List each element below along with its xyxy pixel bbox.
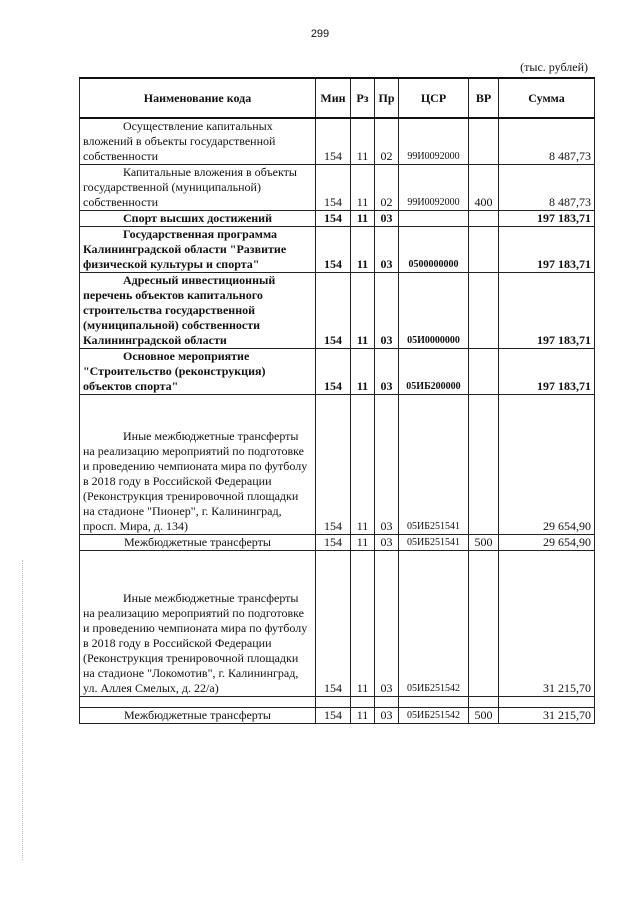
row-min: 154	[316, 211, 351, 227]
header-min: Мин	[316, 78, 351, 118]
row-pr: 03	[375, 535, 399, 551]
row-csr: 99И0092000	[399, 165, 469, 211]
row-name: Иные межбюджетные трансферты на реализацию мероприятий по подготовке и проведению чемпионата мира по футболу в 2018 году в Российской Федерации (Реконструкция тренировочной площадки на стадионе "Локомотив", г. Калининград, ул. Аллея Смелых, д. 22/а)	[80, 551, 316, 697]
row-vr	[469, 118, 499, 165]
table-row	[80, 273, 595, 349]
row-name: Иные межбюджетные трансферты на реализацию мероприятий по подготовке и проведению чемпионата мира по футболу в 2018 году в Российской Федерации (Реконструкция тренировочной площадки на стадионе "Пионер", г. Калининград, просп. Мира, д. 134)	[80, 395, 316, 535]
header-name: Наименование кода	[80, 78, 316, 118]
row-vr	[469, 273, 499, 349]
row-vr	[469, 349, 499, 395]
table-row	[80, 551, 595, 697]
row-name: Адресный инвестиционный перечень объектов капитального строительства государственной (муниципальной) собственности Калининградской области	[80, 273, 316, 349]
row-pr: 03	[375, 227, 399, 273]
header-vr: ВР	[469, 78, 499, 118]
table-header-row	[80, 78, 595, 118]
row-rz: 11	[351, 273, 375, 349]
row-name: Межбюджетные трансферты	[80, 535, 316, 551]
row-min: 154	[316, 551, 351, 697]
row-pr: 03	[375, 395, 399, 535]
row-name: Государственная программа Калининградской области "Развитие физической культуры и спорта"	[80, 227, 316, 273]
row-csr: 0500000000	[399, 227, 469, 273]
row-rz: 11	[351, 227, 375, 273]
row-vr	[469, 227, 499, 273]
table-row	[80, 165, 595, 211]
row-min: 154	[316, 165, 351, 211]
row-name: Основное мероприятие "Строительство (реконструкция) объектов спорта"	[80, 349, 316, 395]
row-pr: 03	[375, 551, 399, 697]
row-vr	[469, 551, 499, 697]
table-row	[80, 395, 595, 535]
row-rz: 11	[351, 551, 375, 697]
row-vr: 500	[469, 708, 499, 724]
row-min: 154	[316, 395, 351, 535]
row-sum: 29 654,90	[499, 395, 595, 535]
row-rz: 11	[351, 395, 375, 535]
margin-line	[22, 560, 23, 860]
row-vr: 400	[469, 165, 499, 211]
table-spacer-row	[80, 697, 595, 708]
row-min: 154	[316, 273, 351, 349]
row-csr: 05ИБ251542	[399, 551, 469, 697]
header-pr: Пр	[375, 78, 399, 118]
header-sum: Сумма	[499, 78, 595, 118]
row-sum: 8 487,73	[499, 165, 595, 211]
row-name: Спорт высших достижений	[80, 211, 316, 227]
row-sum: 29 654,90	[499, 535, 595, 551]
row-sum: 31 215,70	[499, 551, 595, 697]
row-name: Осуществление капитальных вложений в объекты государственной собственности	[80, 118, 316, 165]
row-rz: 11	[351, 708, 375, 724]
row-pr: 03	[375, 708, 399, 724]
row-csr: 05ИБ200000	[399, 349, 469, 395]
budget-table	[79, 77, 595, 724]
header-csr: ЦСР	[399, 78, 469, 118]
row-sum: 31 215,70	[499, 708, 595, 724]
row-vr: 500	[469, 535, 499, 551]
row-pr: 03	[375, 349, 399, 395]
row-name: Межбюджетные трансферты	[80, 708, 316, 724]
table-row	[80, 227, 595, 273]
row-sum: 197 183,71	[499, 273, 595, 349]
page-number: 299	[310, 28, 330, 40]
row-csr	[399, 211, 469, 227]
row-sum: 197 183,71	[499, 227, 595, 273]
row-pr: 02	[375, 165, 399, 211]
row-pr: 02	[375, 118, 399, 165]
row-min: 154	[316, 118, 351, 165]
row-pr: 03	[375, 211, 399, 227]
row-rz: 11	[351, 211, 375, 227]
row-sum: 197 183,71	[499, 211, 595, 227]
row-name: Капитальные вложения в объекты государственной (муниципальной) собственности	[80, 165, 316, 211]
row-vr	[469, 395, 499, 535]
row-rz: 11	[351, 118, 375, 165]
row-min: 154	[316, 535, 351, 551]
unit-note: (тыс. рублей)	[520, 60, 588, 74]
header-rz: Рз	[351, 78, 375, 118]
row-min: 154	[316, 349, 351, 395]
row-sum: 8 487,73	[499, 118, 595, 165]
row-csr: 99И0092000	[399, 118, 469, 165]
row-rz: 11	[351, 535, 375, 551]
row-pr: 03	[375, 273, 399, 349]
row-vr	[469, 211, 499, 227]
row-min: 154	[316, 227, 351, 273]
table-row	[80, 211, 595, 227]
row-csr: 05ИБ251541	[399, 535, 469, 551]
table-row	[80, 708, 595, 724]
table-row	[80, 535, 595, 551]
row-sum: 197 183,71	[499, 349, 595, 395]
row-csr: 05И0000000	[399, 273, 469, 349]
row-rz: 11	[351, 165, 375, 211]
row-rz: 11	[351, 349, 375, 395]
row-csr: 05ИБ251542	[399, 708, 469, 724]
table-row	[80, 349, 595, 395]
row-min: 154	[316, 708, 351, 724]
table-row	[80, 118, 595, 165]
row-csr: 05ИБ251541	[399, 395, 469, 535]
